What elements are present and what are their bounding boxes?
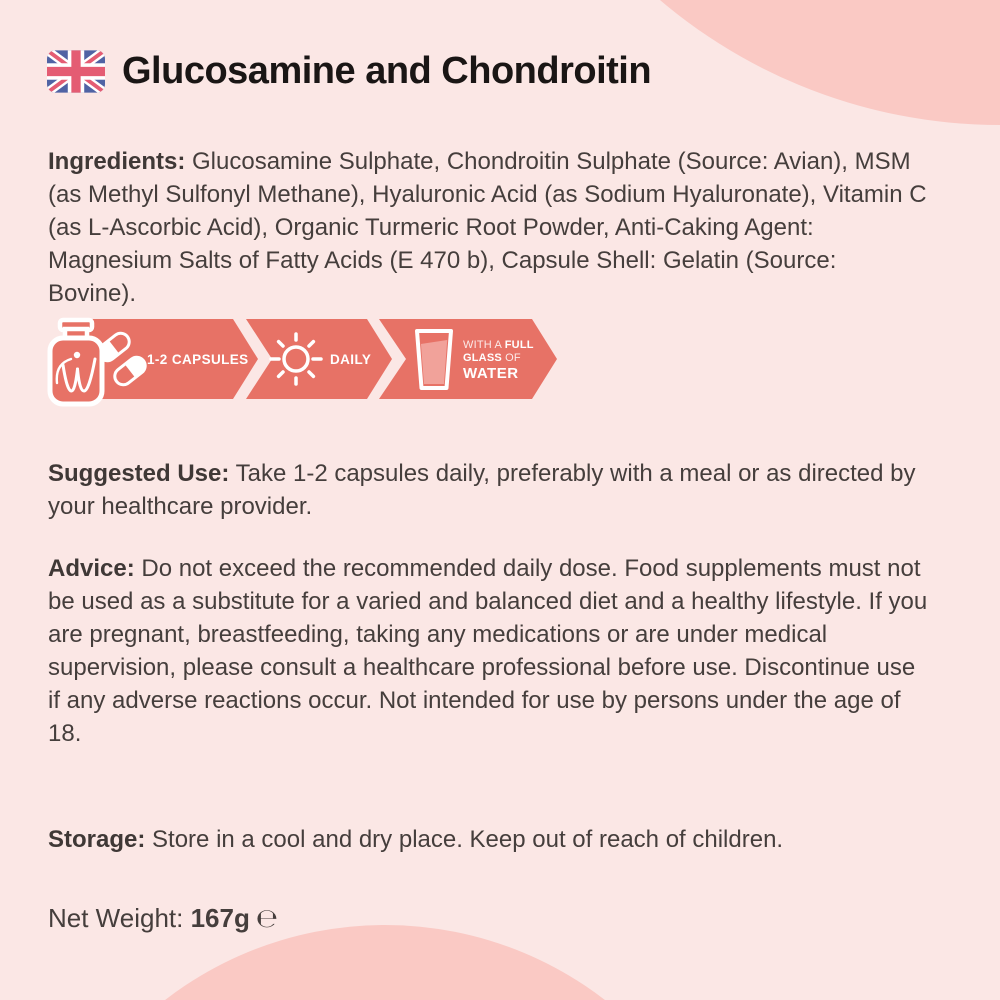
- step3-line1: WITH A FULL: [463, 339, 534, 351]
- advice-text: Do not exceed the recommended daily dose. Food supplements must not be used as a substitute for a varied and balanced diet and a healthy lifestyle. If you are pregnant, breastfeeding, taking any medications or are under medical supervision, please consult a healthcare professional before use. Discontinue use if any adverse reactions occur. Not intended for use by persons under the age of 18.: [48, 555, 928, 747]
- decor-circle-bottom: [25, 925, 745, 1000]
- header: [47, 48, 651, 94]
- suggested-use-paragraph: [48, 457, 930, 523]
- step1-label: 1-2 CAPSULES: [147, 352, 249, 367]
- ingredients-label: Ingredients:: [48, 148, 186, 175]
- net-weight-label: Net Weight:: [48, 903, 184, 933]
- suggested-use-label: Suggested Use:: [48, 460, 230, 487]
- net-weight-value: 167g: [190, 903, 250, 933]
- storage-text: Store in a cool and dry place. Keep out of reach of children.: [152, 826, 784, 853]
- step3-line2: GLASS OF: [463, 352, 521, 364]
- uk-flag-icon: [47, 50, 105, 93]
- dosage-banner: [44, 314, 574, 410]
- estimated-sign: ℮: [255, 904, 279, 934]
- advice-label: Advice:: [48, 555, 135, 582]
- page-title: Glucosamine and Chondroitin: [122, 50, 652, 92]
- ingredients-paragraph: [48, 145, 930, 310]
- storage-paragraph: [48, 823, 930, 856]
- storage-label: Storage:: [48, 826, 146, 853]
- step3-line3: WATER: [463, 365, 519, 382]
- net-weight-row: [48, 903, 278, 934]
- ingredients-text: Glucosamine Sulphate, Chondroitin Sulphate (Source: Avian), MSM (as Methyl Sulfonyl Methane), Hyaluronic Acid (as Sodium Hyaluronate), Vitamin C (as L-Ascorbic Acid), Organic Turmeric Root Powder, Anti-Caking Agent: Magnesium Salts of Fatty Acids (E 470 b), Capsule Shell: Gelatin (Source: Bovine).: [48, 148, 927, 307]
- suggested-use-text: Take 1-2 capsules daily, preferably with a meal or as directed by your healthcare provider.: [48, 460, 916, 520]
- advice-paragraph: [48, 552, 930, 750]
- step2-label: DAILY: [330, 352, 372, 367]
